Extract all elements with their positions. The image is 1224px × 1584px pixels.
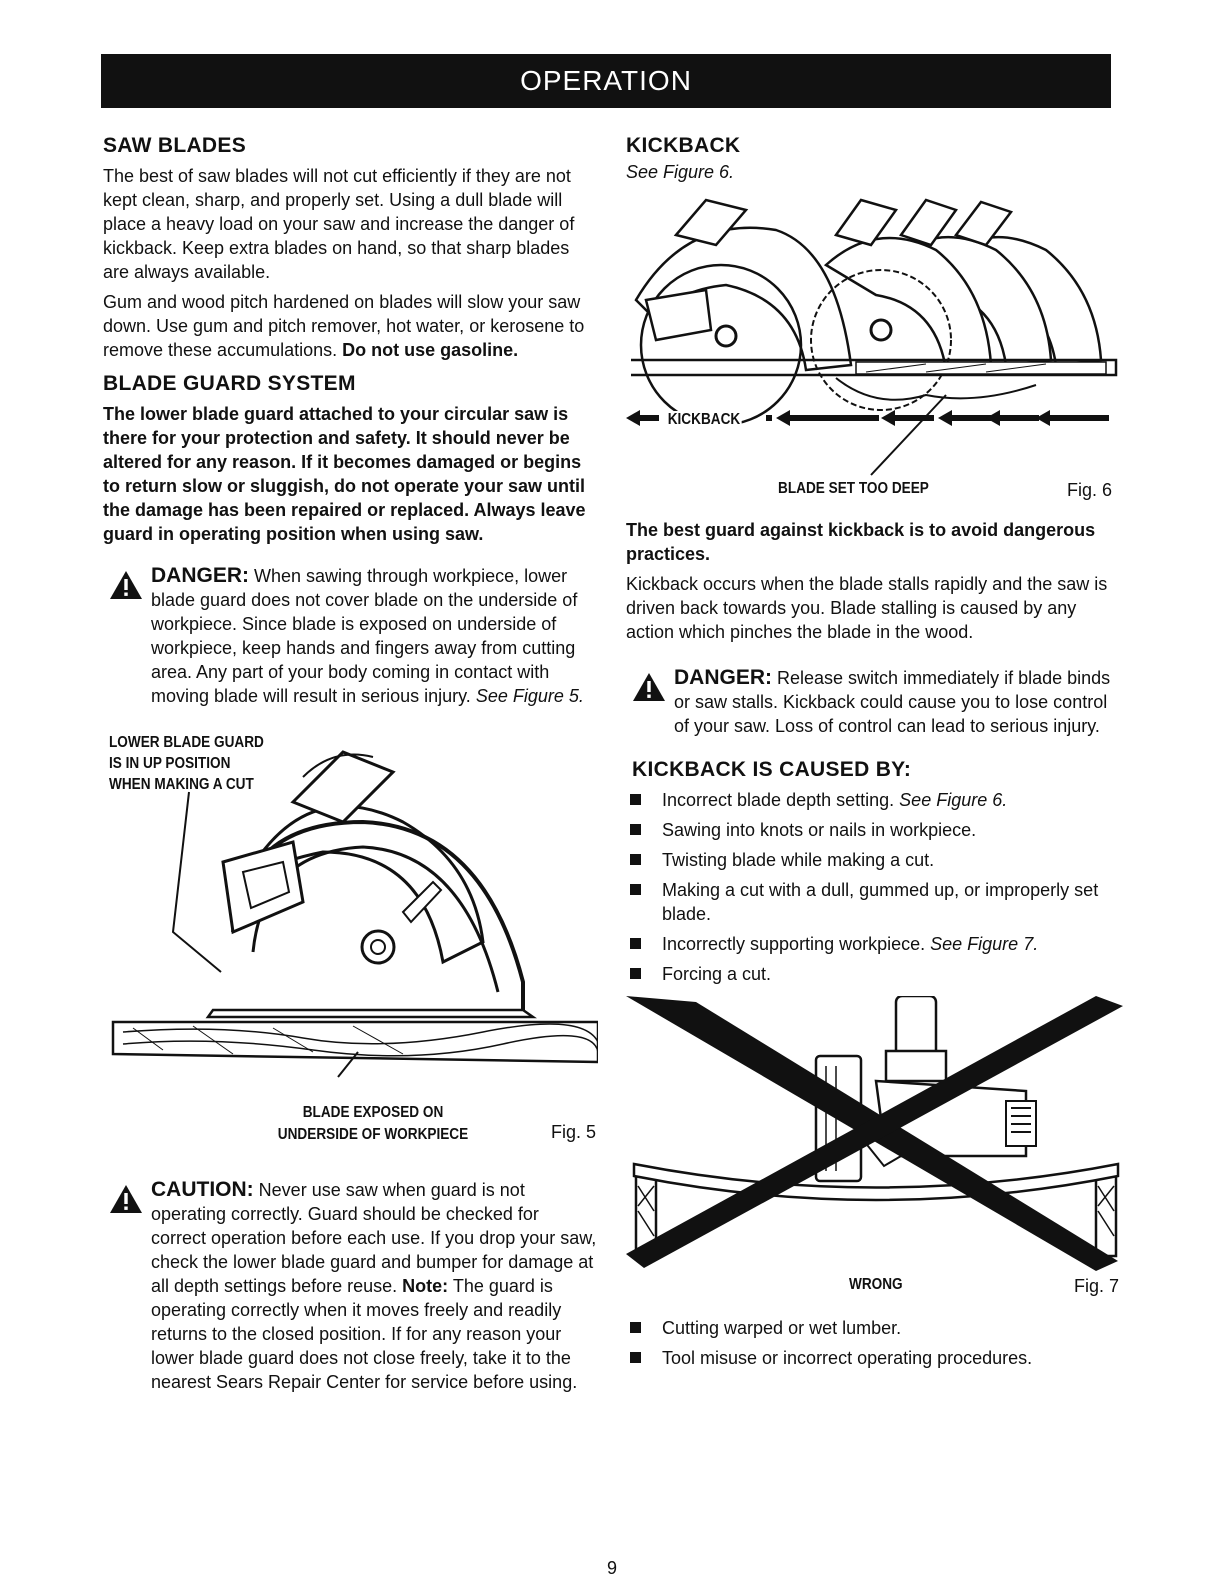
kickback-arrow-label: KICKBACK [667, 411, 741, 428]
best-guard-text: The best guard against kickback is to avoid dangerous practices. [626, 520, 1096, 564]
fig7-number: Fig. 7 [1074, 1276, 1120, 1296]
causes-list-continued [626, 1316, 1126, 1370]
kickback-illustration-fig6 [626, 190, 1126, 480]
list-item: Tool misuse or incorrect operating procedures. [626, 1346, 1126, 1370]
caution-block [103, 1178, 598, 1394]
saw-blades-para2: Gum and wood pitch hardened on blades will slow your saw down. Use gum and pitch remover, hot water, or kerosene to remove these accumulations. Do not use gasoline. [103, 292, 585, 360]
causes-heading: KICKBACK IS CAUSED BY: [632, 758, 912, 781]
blade-guard-bold-text: The lower blade guard attached to your circular saw is there for your protection and safety. It should never be altered for any reason. If it becomes damaged or begins to return slow or sluggish, do not operate your saw until the damage has been repaired or replaced. Always leave guard in operating position when using saw. [103, 404, 586, 544]
causes-list [626, 788, 1126, 986]
list-item: Forcing a cut. [626, 962, 1126, 986]
kickback-description: Kickback occurs when the blade stalls rapidly and the saw is driven back towards you. Blade stalling is caused by any action which pinches the blade in the wood. [626, 574, 1108, 642]
warning-triangle-icon [632, 672, 666, 702]
fig6-number: Fig. 6 [1067, 480, 1113, 500]
fig5-number: Fig. 5 [551, 1122, 597, 1142]
list-item: Sawing into knots or nails in workpiece. [626, 818, 1126, 842]
list-item: Cutting warped or wet lumber. [626, 1316, 1126, 1340]
fig5-callout: LOWER BLADE GUARD IS IN UP POSITION WHEN MAKING A CUT [109, 734, 264, 793]
fig5-caption: BLADE EXPOSED ON UNDERSIDE OF WORKPIECE [277, 1104, 469, 1143]
left-column [103, 134, 598, 1394]
no-gasoline-warning: Do not use gasoline. [342, 340, 519, 360]
section-title: OPERATION [520, 65, 692, 96]
danger-figure-ref: See Figure 5. [475, 686, 584, 706]
figure-5 [103, 732, 598, 1172]
kickback-heading: KICKBACK [626, 134, 741, 157]
danger-block-blade-guard [103, 564, 598, 708]
danger-text: When sawing through workpiece, lower blade guard does not cover blade on the underside of workpiece. Since blade is exposed on underside of workpiece, keep hands and fingers away from cutting area. Any part of your body coming in contact with moving blade will result in serious injury. [151, 566, 578, 706]
wrong-support-illustration-fig7 [626, 996, 1126, 1271]
caution-text-2: The guard is operating correctly when it moves freely and readily returns to the closed position. If for any reason your lower blade guard does not close freely, take it to the nearest Sears Repair Center for service before using. [151, 1276, 578, 1392]
saw-blades-heading: SAW BLADES [103, 134, 247, 157]
fig6-caption: BLADE SET TOO DEEP [778, 480, 929, 497]
list-item: Incorrect blade depth setting. See Figure 6. [626, 788, 1126, 812]
danger-text: Release switch immediately if blade binds or saw stalls. Kickback could cause you to lose control of your saw. Loss of control can lead to serious injury. [674, 668, 1111, 736]
list-item: Making a cut with a dull, gummed up, or improperly set blade. [626, 878, 1126, 926]
saw-illustration-fig5 [103, 732, 598, 1132]
danger-label: DANGER: [674, 666, 772, 689]
right-column [626, 134, 1126, 1376]
caution-note-label: Note: [402, 1276, 449, 1296]
page-number: 9 [606, 1558, 617, 1578]
fig7-caption: WRONG [849, 1276, 903, 1293]
list-item: Twisting blade while making a cut. [626, 848, 1126, 872]
saw-blades-para1: The best of saw blades will not cut efficiently if they are not kept clean, sharp, and properly set. Using a dull blade will place a heavy load on your saw and increase the danger of kickback. Keep extra blades on hand, so that sharp blades are always available. [103, 166, 575, 282]
section-header [101, 54, 1111, 108]
warning-triangle-icon [109, 570, 143, 600]
caution-text-1: Never use saw when guard is not operating correctly. Guard should be checked for correct operation before each use. If you drop your saw, check the lower blade guard and bumper for damage at all depth settings before reuse. [151, 1180, 597, 1296]
figure-7 [626, 996, 1126, 1296]
danger-block-kickback [626, 666, 1126, 738]
blade-guard-heading: BLADE GUARD SYSTEM [103, 372, 356, 395]
caution-label: CAUTION: [151, 1178, 254, 1201]
danger-label: DANGER: [151, 564, 249, 587]
kickback-figure-ref: See Figure 6. [626, 162, 735, 182]
warning-triangle-icon [109, 1184, 143, 1214]
list-item: Incorrectly supporting workpiece. See Figure 7. [626, 932, 1126, 956]
figure-6 [626, 190, 1126, 508]
